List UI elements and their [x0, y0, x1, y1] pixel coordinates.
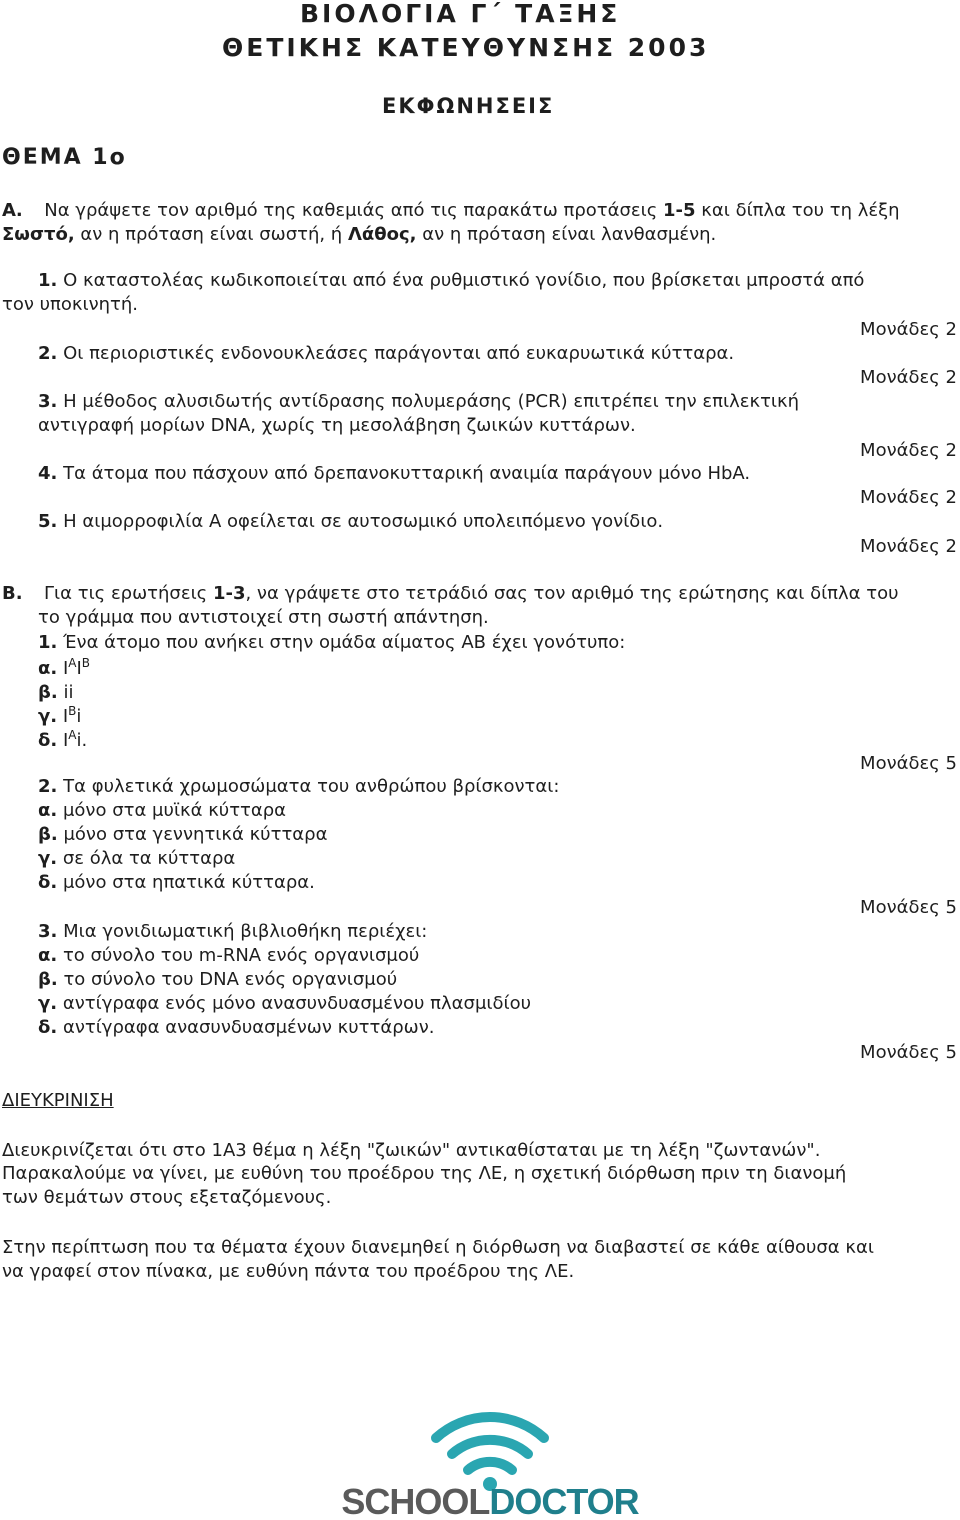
option-base: I — [62, 730, 69, 751]
part-a-item-3 — [38, 390, 799, 414]
q3-option-a — [38, 944, 419, 968]
part-b-question-3 — [38, 920, 427, 944]
option-text: το σύνολο του m-RNA ενός οργανισμού — [62, 945, 420, 966]
option-text: μόνο στα μυϊκά κύτταρα — [62, 800, 287, 821]
logo-text-doctor: DOCTOR — [489, 1481, 639, 1520]
option-base: i. — [76, 730, 88, 751]
option-base: I — [62, 658, 69, 679]
option-base: i — [76, 706, 82, 727]
q3-option-b — [38, 968, 397, 992]
question-text: Τα φυλετικά χρωμοσώματα του ανθρώπου βρίσκονται: — [63, 776, 560, 797]
q2-option-b — [38, 823, 327, 847]
option-text: μόνο στα γεννητικά κύτταρα — [63, 824, 328, 845]
clarification-p1-line-2: Παρακαλούμε να γίνει, με ευθύνη του προέδρου της ΛΕ, η σχετική διόρθωση πριν τη διανομή — [2, 1163, 847, 1184]
marks-a1: Μονάδες 2 — [860, 319, 957, 340]
part-a-label: Α. — [2, 200, 23, 221]
option-letter: δ. — [38, 730, 58, 751]
part-b-question-2 — [38, 775, 559, 799]
q2-option-a — [38, 799, 286, 823]
part-a-intro-line-1 — [2, 199, 900, 223]
item-text: Η μέθοδος αλυσιδωτής αντίδρασης πολυμεράσης (PCR) επιτρέπει την επιλεκτική — [63, 391, 800, 412]
part-a-item-3-cont: αντιγραφή μορίων DNA, χωρίς τη μεσολάβηση ζωικών κυττάρων. — [38, 415, 636, 436]
item-text: Ο καταστολέας κωδικοποιείται από ένα ρυθμιστικό γονίδιο, που βρίσκεται μπροστά από — [63, 270, 865, 291]
question-number: 2. — [38, 776, 58, 797]
title-line-2: ΘΕΤΙΚΗΣ ΚΑΤΕΥΘΥΝΣΗΣ 2003 — [222, 33, 710, 62]
clarification-p2-line-1: Στην περίπτωση που τα θέματα έχουν διανεμηθεί η διόρθωση να διαβαστεί σε κάθε αίθουσα και — [2, 1237, 874, 1258]
q1-option-c — [38, 705, 81, 729]
wifi-waves-icon — [436, 1417, 544, 1470]
option-base: I — [76, 658, 82, 679]
option-letter: γ. — [38, 993, 58, 1014]
option-superscript: A — [68, 656, 77, 670]
part-b-label: Β. — [2, 583, 23, 604]
question-number: 1. — [38, 632, 58, 653]
option-letter: β. — [38, 969, 58, 990]
item-number: 2. — [38, 343, 58, 364]
clarification-p1-line-1: Διευκρινίζεται ότι στο 1Α3 θέμα η λέξη "ζωικών" αντικαθίσταται με τη λέξη "ζωντανών". — [2, 1140, 821, 1161]
title-line-1: ΒΙΟΛΟΓΙΑ Γ΄ ΤΑΞΗΣ — [300, 0, 621, 28]
part-b-intro-pre: Για τις ερωτήσεις — [44, 583, 213, 604]
option-letter: β. — [38, 682, 58, 703]
marks-b2: Μονάδες 5 — [860, 897, 957, 918]
clarification-p2-line-2: να γραφεί στον πίνακα, με ευθύνη πάντα του προέδρου της ΛΕ. — [2, 1261, 575, 1282]
part-a-intro2-post: αν η πρόταση είναι λανθασμένη. — [416, 224, 717, 245]
option-letter: δ. — [38, 872, 58, 893]
q2-option-d — [38, 871, 315, 895]
option-letter: δ. — [38, 1017, 58, 1038]
part-b-intro-line-1 — [2, 582, 899, 606]
logo-text-school: SCHOOL — [341, 1481, 490, 1520]
svg-text:SCHOOLDOCTOR — [341, 1481, 639, 1520]
part-b-intro-post: , να γράψετε στο τετράδιό σας τον αριθμό της ερώτησης και δίπλα του — [245, 583, 899, 604]
part-a-intro-line-2 — [2, 223, 716, 247]
option-letter: γ. — [38, 706, 58, 727]
marks-b1: Μονάδες 5 — [860, 753, 957, 774]
part-a-intro-pre: Να γράψετε τον αριθμό της καθεμιάς από τις παρακάτω προτάσεις — [44, 200, 664, 221]
part-b-question-1 — [38, 631, 625, 655]
schooldoctor-logo — [340, 1380, 640, 1520]
item-number: 4. — [38, 463, 58, 484]
option-letter: α. — [38, 800, 58, 821]
q3-option-c — [38, 992, 531, 1016]
part-a-item-5 — [38, 510, 663, 534]
option-superscript: A — [68, 728, 77, 742]
marks-a4: Μονάδες 2 — [860, 487, 957, 508]
item-text: Οι περιοριστικές ενδονουκλεάσες παράγονται από ευκαρυωτικά κύτταρα. — [63, 343, 735, 364]
part-b-intro-line-2: το γράμμα που αντιστοιχεί στη σωστή απάντηση. — [38, 607, 489, 628]
q3-option-d — [38, 1016, 435, 1040]
clarification-heading: ΔΙΕΥΚΡΙΝΙΣΗ — [2, 1090, 114, 1111]
theme-heading: ΘΕΜΑ 1ο — [2, 145, 127, 170]
item-number: 3. — [38, 391, 58, 412]
q1-option-d — [38, 729, 87, 753]
option-letter: α. — [38, 945, 58, 966]
wrong-word: Λάθος, — [347, 224, 417, 245]
option-superscript: B — [81, 656, 91, 670]
correct-word: Σωστό, — [2, 224, 75, 245]
marks-a3: Μονάδες 2 — [860, 440, 957, 461]
part-a-intro-range: 1-5 — [663, 200, 696, 221]
option-letter: α. — [38, 658, 58, 679]
option-letter: β. — [38, 824, 58, 845]
item-text: Τα άτομα που πάσχουν από δρεπανοκυτταρική αναιμία παράγουν μόνο HbA. — [63, 463, 751, 484]
option-base: ii — [63, 682, 74, 703]
option-text: το σύνολο του DNA ενός οργανισμού — [63, 969, 398, 990]
item-number: 1. — [38, 270, 58, 291]
q1-option-b — [38, 681, 73, 705]
marks-a2: Μονάδες 2 — [860, 367, 957, 388]
marks-b3: Μονάδες 5 — [860, 1042, 957, 1063]
part-a-item-2 — [38, 342, 734, 366]
item-number: 5. — [38, 511, 58, 532]
subtitle: ΕΚΦΩΝΗΣΕΙΣ — [382, 94, 555, 118]
marks-a5: Μονάδες 2 — [860, 536, 957, 557]
q1-option-a — [38, 657, 90, 681]
option-text: αντίγραφα ανασυνδυασμένων κυττάρων. — [62, 1017, 435, 1038]
part-b-intro-range: 1-3 — [212, 583, 246, 604]
question-text: Ένα άτομο που ανήκει στην ομάδα αίματος ΑΒ έχει γονότυπο: — [63, 632, 626, 653]
option-text: αντίγραφα ενός μόνο ανασυνδυασμένου πλασμιδίου — [62, 993, 532, 1014]
part-a-intro-post: και δίπλα του τη λέξη — [695, 200, 900, 221]
clarification-p1-line-3: των θεμάτων στους εξεταζόμενους. — [2, 1187, 332, 1208]
question-text: Μια γονιδιωματική βιβλιοθήκη περιέχει: — [63, 921, 428, 942]
option-letter: γ. — [38, 848, 58, 869]
item-text: Η αιμορροφιλία Α οφείλεται σε αυτοσωμικό υπολειπόμενο γονίδιο. — [63, 511, 664, 532]
q2-option-c — [38, 847, 235, 871]
option-text: μόνο στα ηπατικά κύτταρα. — [62, 872, 315, 893]
part-a-item-1-cont: τον υποκινητή. — [2, 294, 139, 315]
question-number: 3. — [38, 921, 58, 942]
option-text: σε όλα τα κύτταρα — [62, 848, 236, 869]
part-a-item-1 — [38, 269, 864, 293]
part-a-intro2-mid: αν η πρόταση είναι σωστή, ή — [74, 224, 348, 245]
option-superscript: B — [68, 704, 77, 718]
option-base: I — [62, 706, 69, 727]
part-a-item-4 — [38, 462, 750, 486]
